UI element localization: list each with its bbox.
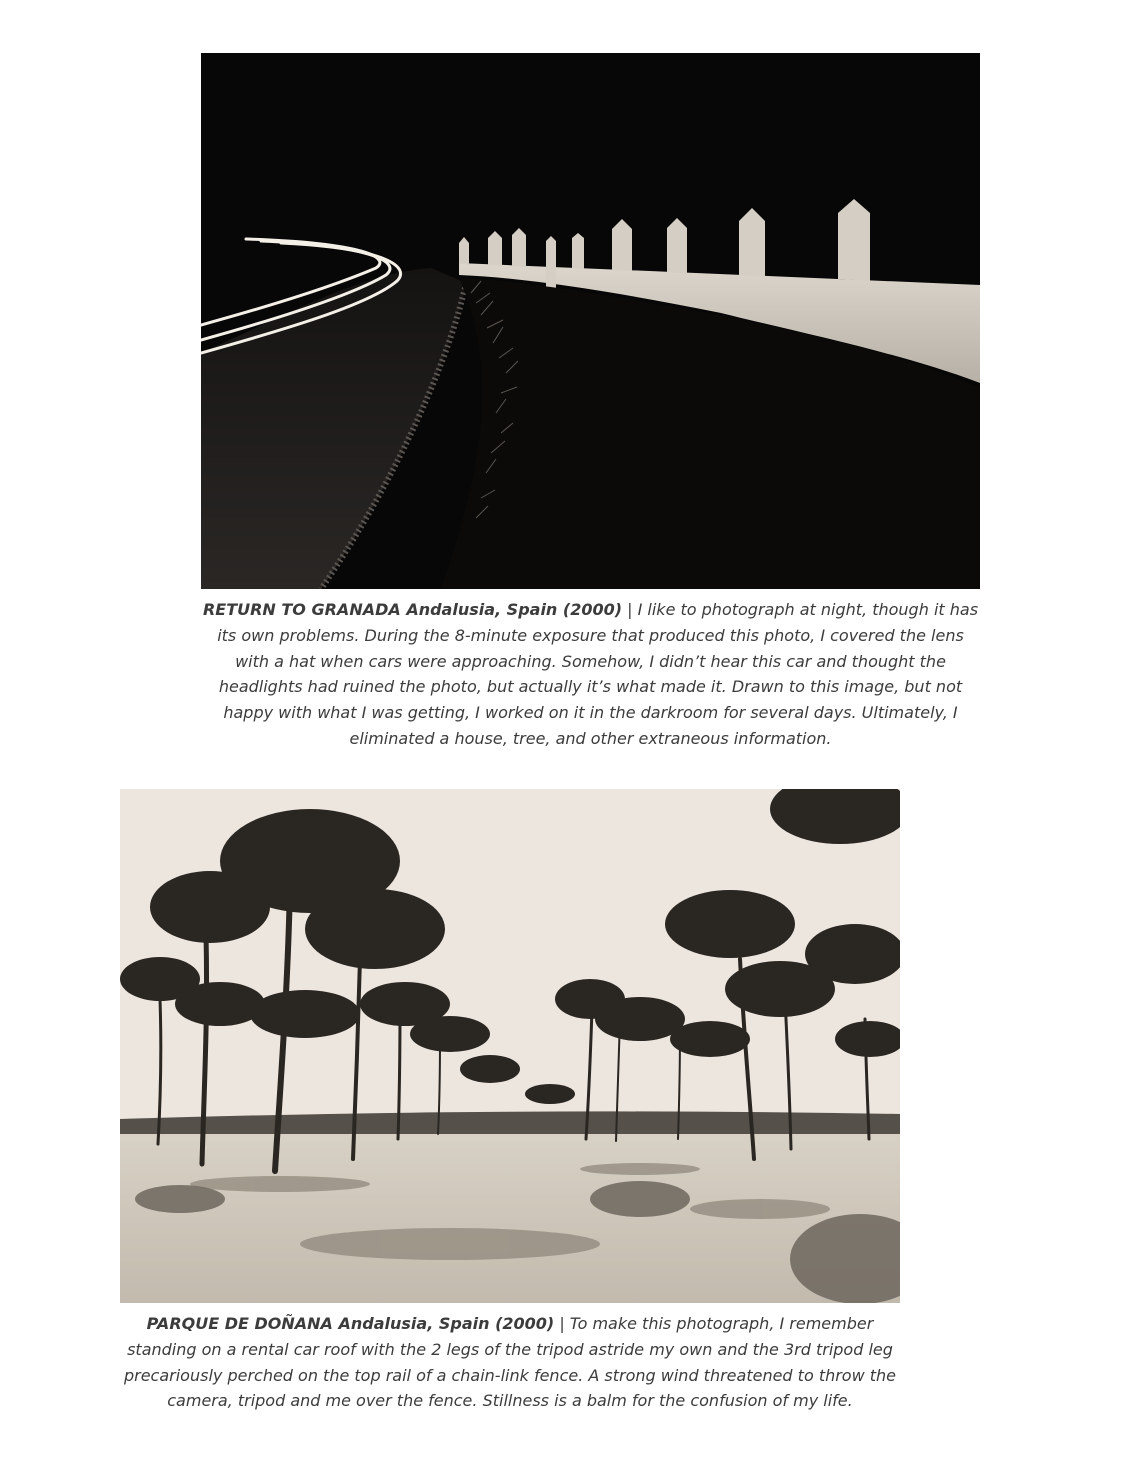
caption-separator: | [554,1314,570,1333]
caption-text: To make this photograph, I remember standing on a rental car roof with the 2 legs of the tripod astride my own and the 3rd tripod leg precariously perched on the top rail of a chain-link fence. A strong wind threatened to throw the camera, tripod and me over the fence. Stillness is a balm for the confusion of my life. [123,1314,897,1411]
night-road-illustration [201,53,980,589]
photo-caption [120,1311,900,1414]
night-road-photo [201,53,980,589]
caption-separator: | [622,600,638,619]
photo-caption [201,597,980,752]
caption-title: RETURN TO GRANADA Andalusia, Spain (2000) [202,600,623,619]
pine-park-photo [120,789,900,1303]
caption-text: I like to photograph at night, though it has its own problems. During the 8-minute exposure that produced this photo, I covered the lens with a hat when cars were approaching. Somehow, I didn’t hear this car and thought the headlights had ruined the photo, but actually it’s what made it. Drawn to this image, but not happy with what I was getting, I worked on it in the darkroom for several days. Ultimately, I eliminated a house, tree, and other extraneous information. [217,600,979,748]
caption-title: PARQUE DE DOÑANA Andalusia, Spain (2000) [146,1314,555,1333]
pine-park-illustration [120,789,900,1303]
